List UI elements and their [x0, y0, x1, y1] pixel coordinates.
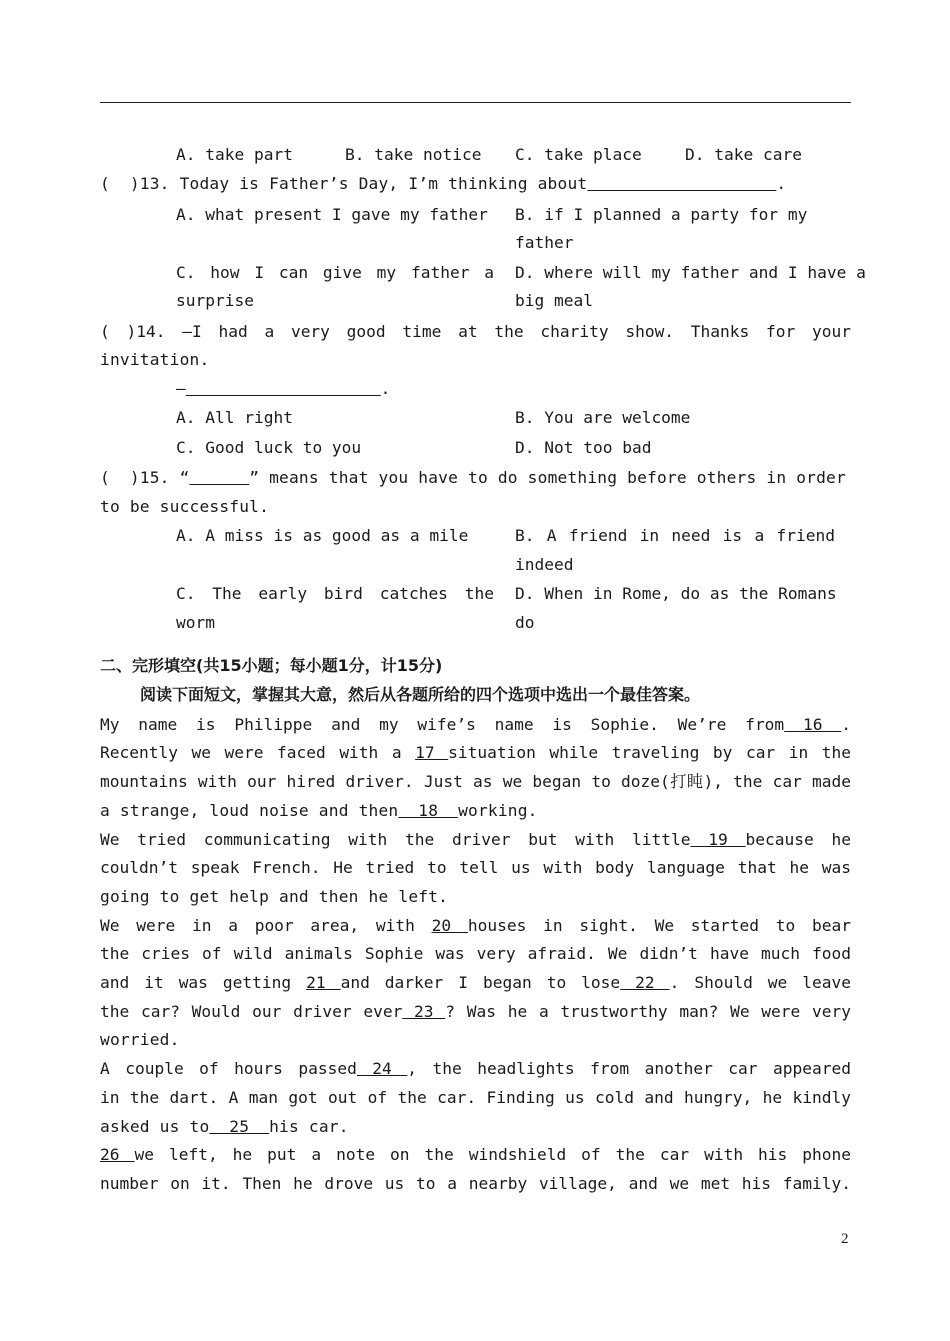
passage-text: We tried communicating with the driver but with little	[100, 830, 691, 849]
q15-option-b-cont: indeed	[515, 555, 574, 574]
q13-option-b-cont: father	[515, 233, 574, 252]
blank-23: 23	[402, 1002, 446, 1021]
q13-option-d-cont: big meal	[515, 291, 593, 310]
blank-19: 19	[690, 830, 746, 849]
q12-option-a: A. take part	[176, 145, 293, 164]
passage-text: , the headlights from another car appeared	[407, 1059, 851, 1078]
passage-line	[100, 715, 851, 735]
passage-line	[100, 1145, 851, 1165]
q15-stem-pre: ( )15. “	[100, 468, 190, 487]
q13-option-d: D. where will my father and I have a	[515, 263, 866, 282]
passage-line	[100, 1002, 851, 1022]
q13-option-c: C. how I can give my father a	[176, 263, 494, 282]
passage-line: couldn’t speak French. He tried to tell us with body language that he was	[100, 858, 851, 877]
q13-option-c-cont: surprise	[176, 291, 254, 310]
passage-text: My name is Philippe and my wife’s name is Sophie. We’re from	[100, 715, 785, 734]
passage-text: the car? Would our driver ever	[100, 1002, 403, 1021]
passage-text: A couple of hours passed	[100, 1059, 357, 1078]
q14-option-b: B. You are welcome	[515, 408, 691, 427]
passage-text: ? Was he a trustworthy man? We were very	[445, 1002, 852, 1021]
passage-line: going to get help and then he left.	[100, 887, 449, 906]
q13-option-a: A. what present I gave my father	[176, 205, 488, 224]
q13-end: .	[776, 174, 787, 193]
q14-answer-line	[176, 379, 390, 399]
q13-blank	[587, 174, 776, 193]
header-rule	[100, 102, 851, 103]
q14-option-d: D. Not too bad	[515, 438, 652, 457]
q13-stem-text: ( )13. Today is Father’s Day, I’m thinking about	[100, 174, 588, 193]
q12-option-b: B. take notice	[345, 145, 482, 164]
blank-26: 26	[100, 1145, 135, 1164]
passage-text: .	[841, 715, 851, 734]
q15-option-c: C. The early bird catches the	[176, 584, 494, 603]
q15-stem-post: ” means that you have to do something before others in order	[249, 468, 846, 487]
blank-17: 17	[415, 743, 449, 762]
passage-text: his car.	[269, 1117, 349, 1136]
q12-option-c: C. take place	[515, 145, 642, 164]
passage-text: houses in sight. We started to bear	[467, 916, 851, 935]
q15-option-a: A. A miss is as good as a mile	[176, 526, 469, 545]
passage-text: working.	[458, 801, 538, 820]
q15-option-d: D. When in Rome, do as the Romans	[515, 584, 837, 603]
q14-stem: ( )14. —I had a very good time at the charity show. Thanks for your	[100, 322, 851, 341]
blank-16: 16	[784, 715, 842, 734]
passage-line	[100, 801, 851, 821]
q12-option-d: D. take care	[685, 145, 802, 164]
section-instruction: 阅读下面短文，掌握其大意，然后从各题所给的四个选项中选出一个最佳答案。	[140, 685, 701, 704]
q15-stem-cont: to be successful.	[100, 497, 270, 516]
passage-text: . Should we leave	[669, 973, 851, 992]
section-title: 二、完形填空(共15小题；每小题1分，计15分)	[100, 656, 443, 675]
passage-text: situation while traveling by car in the	[448, 743, 851, 762]
page-number: 2	[841, 1231, 849, 1247]
q15-blank	[190, 468, 250, 487]
q15-stem	[100, 468, 851, 488]
q15-option-b: B. A friend in need is a friend	[515, 526, 835, 545]
passage-line	[100, 973, 851, 993]
passage-line: mountains with our hired driver. Just as we began to doze(打盹), the car made	[100, 772, 851, 791]
blank-22: 22	[620, 973, 670, 992]
passage-text: asked us to	[100, 1117, 210, 1136]
passage-line: number on it. Then he drove us to a nearby village, and we met his family.	[100, 1174, 851, 1193]
passage-line	[100, 743, 851, 763]
passage-text: We were in a poor area, with	[100, 916, 432, 935]
passage-line	[100, 1117, 851, 1137]
q14-option-c: C. Good luck to you	[176, 438, 362, 457]
blank-21: 21	[306, 973, 341, 992]
q14-end: .	[380, 379, 391, 398]
q15-option-c-cont: worm	[176, 613, 215, 632]
passage-text: we left, he put a note on the windshield of the car with his phone	[134, 1145, 851, 1164]
q14-option-a: A. All right	[176, 408, 293, 427]
blank-18: 18	[398, 801, 459, 820]
blank-24: 24	[356, 1059, 408, 1078]
q14-stem-cont: invitation.	[100, 350, 210, 369]
passage-text: because he	[745, 830, 851, 849]
passage-line	[100, 1059, 851, 1079]
passage-line: worried.	[100, 1030, 180, 1049]
blank-20: 20	[431, 916, 468, 935]
passage-text: and it was getting	[100, 973, 307, 992]
passage-line	[100, 830, 851, 850]
q13-option-b: B. if I planned a party for my	[515, 205, 808, 224]
passage-text: Recently we were faced with a	[100, 743, 416, 762]
passage-line: in the dart. A man got out of the car. Finding us cold and hungry, he kindly	[100, 1088, 851, 1107]
passage-line	[100, 916, 851, 936]
q15-option-d-cont: do	[515, 613, 535, 632]
passage-text: a strange, loud noise and then	[100, 801, 399, 820]
blank-25: 25	[209, 1117, 270, 1136]
passage-text: and darker I began to lose	[340, 973, 621, 992]
q14-dash: —	[176, 379, 186, 398]
q14-blank	[186, 379, 381, 398]
passage-line: the cries of wild animals Sophie was very afraid. We didn’t have much food	[100, 944, 851, 963]
q13-stem	[100, 174, 851, 194]
